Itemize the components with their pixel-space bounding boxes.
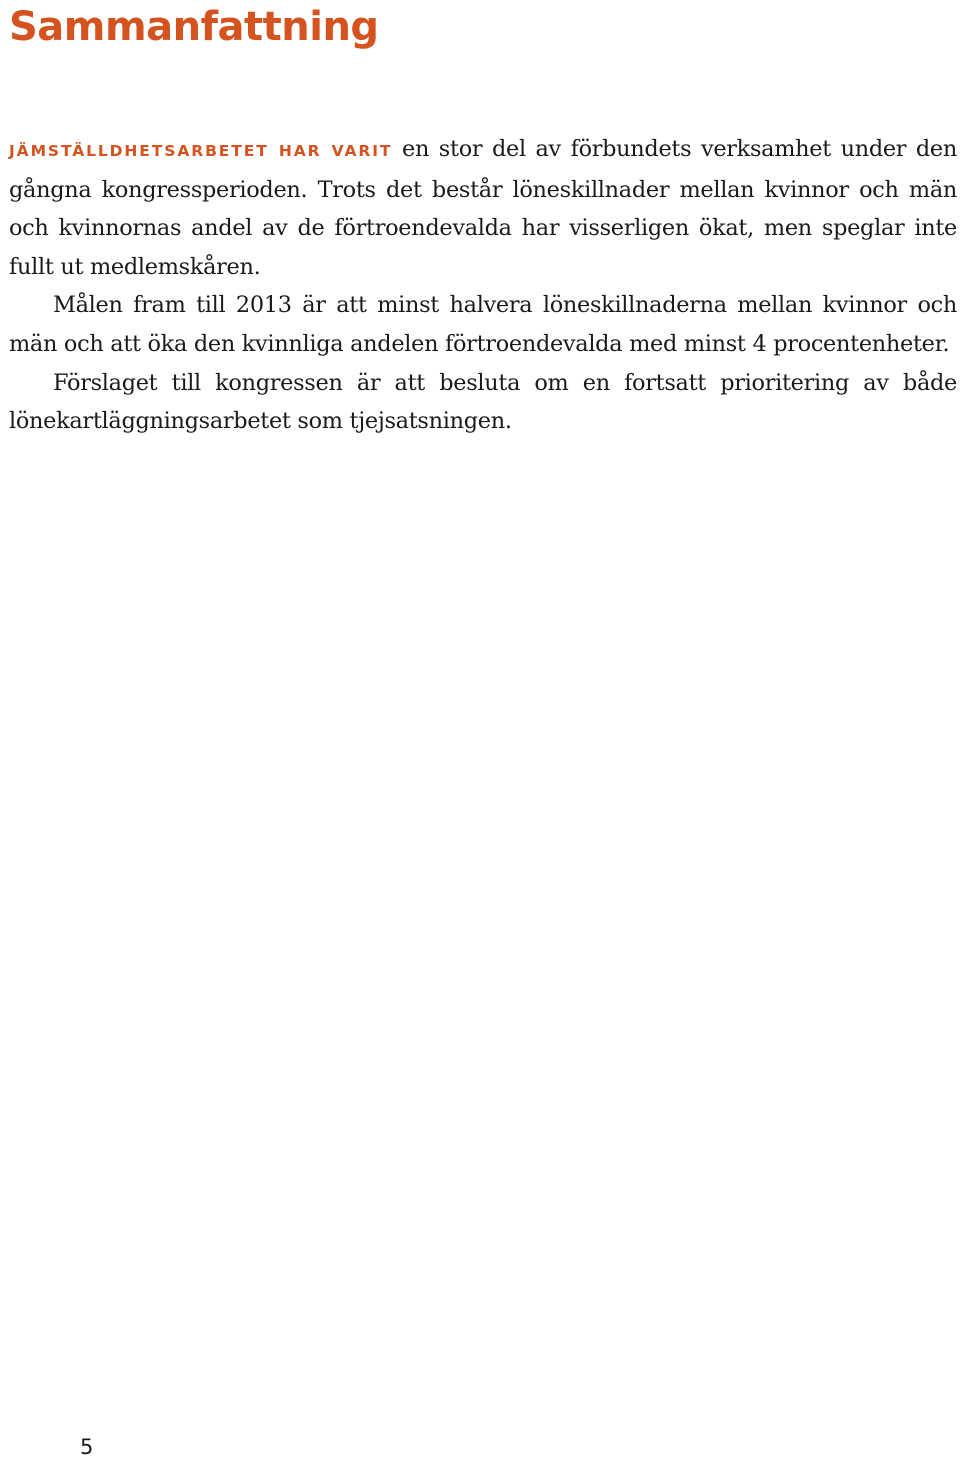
- paragraph-intro: [9, 130, 957, 286]
- body-text: [9, 130, 957, 441]
- paragraph-goals: Målen fram till 2013 är att minst halvera löneskillnaderna mellan kvinnor och män och att öka den kvinnliga andelen förtroendevalda med minst 4 procentenheter.: [9, 292, 957, 357]
- page-number: 5: [80, 1435, 94, 1459]
- page-title: Sammanfattning: [9, 4, 379, 50]
- lead-in-text: JÄMSTÄLLDHETSARBETET HAR VARIT: [9, 142, 393, 160]
- paragraph-proposal: Förslaget till kongressen är att besluta om en fortsatt prioritering av både lönekartläggningsarbetet som tjejsatsningen.: [9, 369, 957, 435]
- paragraph-text: en stor del av förbundets verksamhet under den gångna kongressperioden. Trots det består löneskillnader mellan kvinnor och män och kvinnornas andel av de förtroendevalda har visserligen ökat, men speglar inte fullt ut medlemskåren.: [9, 136, 957, 280]
